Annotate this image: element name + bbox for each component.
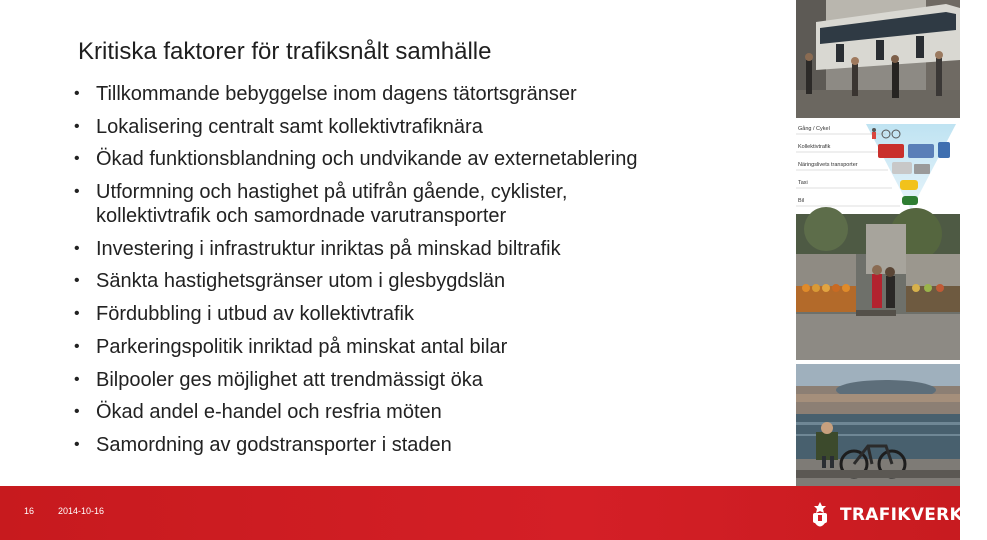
bullet-text: Tillkommande bebyggelse inom dagens tätortsgränser <box>96 83 577 105</box>
bullet-text: Investering i infrastruktur inriktas på minskad biltrafik <box>96 237 561 260</box>
bullet-item <box>74 237 774 261</box>
bullet-icon: • <box>74 183 80 201</box>
logo-text: TRAFIKVERKET <box>840 505 987 525</box>
bullet-item <box>74 433 774 457</box>
bullet-item <box>74 269 774 293</box>
tram-photo <box>796 0 960 118</box>
bullet-icon: • <box>74 305 80 323</box>
bullet-item <box>74 368 774 392</box>
pyramid-label: Näringslivets transporter <box>798 162 858 168</box>
bullet-item <box>74 400 774 424</box>
slide-date: 2014-10-16 <box>58 506 105 516</box>
bullet-icon: • <box>74 239 80 257</box>
pyramid-label: Taxi <box>798 180 808 186</box>
market-square-photo <box>796 214 960 360</box>
bullet-text: Parkeringspolitik inriktad på minskat antal bilar <box>96 335 508 358</box>
bullet-icon: • <box>74 370 80 388</box>
bullet-item <box>74 335 774 359</box>
bullet-item <box>74 180 774 228</box>
bullet-icon: • <box>74 117 80 135</box>
bullet-item <box>74 147 774 171</box>
bullet-list <box>74 82 774 466</box>
bullet-text: Ökad funktionsblandning och undvikande av externetablering <box>96 148 638 171</box>
image-column <box>796 0 960 486</box>
pyramid-label: Kollektivtrafik <box>798 144 831 150</box>
pyramid-label: Bil <box>798 198 805 204</box>
waterfront-photo <box>796 364 960 486</box>
bullet-text: Bilpooler ges möjlighet att trendmässigt öka <box>96 368 483 391</box>
pyramid-label: Gång / Cykel <box>798 126 830 132</box>
bullet-icon: • <box>74 435 80 453</box>
bullet-icon: • <box>74 272 80 290</box>
bullet-text: Utformning och hastighet på utifrån gående, cyklister, kollektivtrafik och samordnade varutransporter <box>96 181 568 228</box>
transport-pyramid-diagram <box>796 120 960 212</box>
bullet-text: Ökad andel e-handel och resfria möten <box>96 401 442 424</box>
bullet-icon: • <box>74 337 80 355</box>
bullet-item <box>74 82 774 106</box>
bullet-text: Sänkta hastighetsgränser utom i glesbygdslän <box>96 270 506 293</box>
bullet-item <box>74 115 774 139</box>
bullet-icon: • <box>74 150 80 168</box>
bullet-item <box>74 302 774 326</box>
bullet-text: Samordning av godstransporter i staden <box>96 433 452 456</box>
bullet-icon: • <box>74 85 80 102</box>
bullet-icon: • <box>74 403 80 421</box>
bullet-text: Fördubbling i utbud av kollektivtrafik <box>96 303 414 326</box>
slide-title: Kritiska faktorer för trafiksnålt samhälle <box>78 38 492 65</box>
page-number: 16 <box>24 506 35 516</box>
bullet-text: Lokalisering centralt samt kollektivtrafiknära <box>96 115 483 138</box>
